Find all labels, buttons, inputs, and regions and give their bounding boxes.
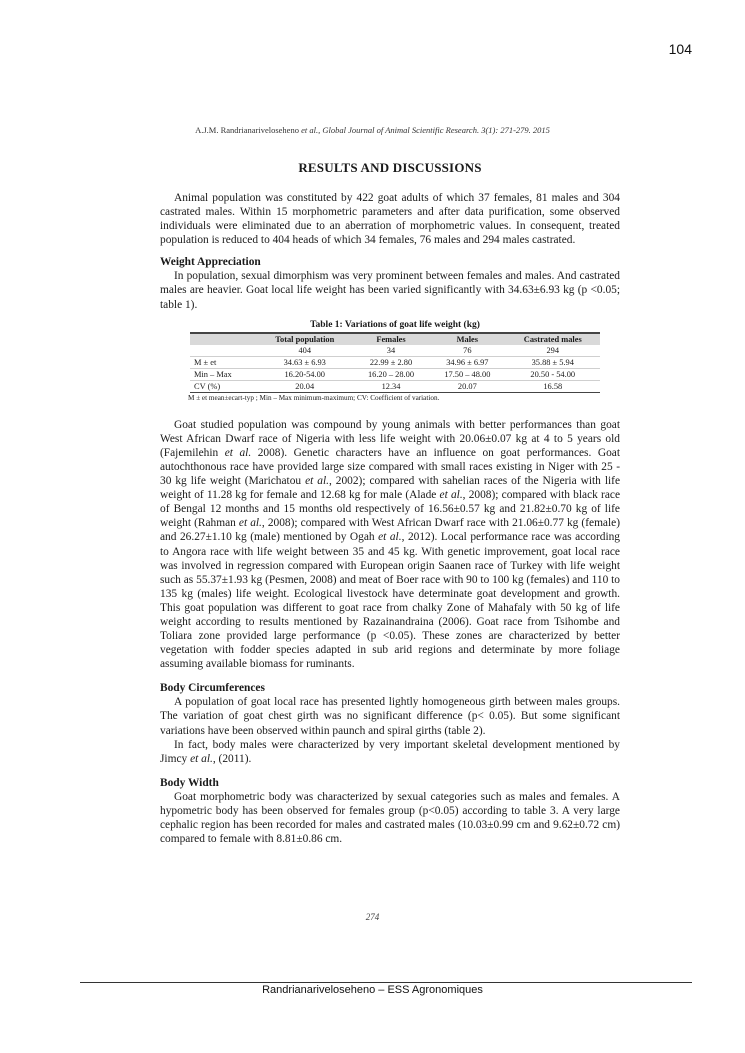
table-header-cell: Total population [257,333,353,345]
table-cell: 34 [353,345,429,357]
discussion-paragraph [160,418,620,672]
weight-paragraph: In population, sexual dimorphism was very prominent between females and males. And castrated males are heavier. Goat local life weight has been varied significantly with 34.63±6.93 kg (p <0.05; table 1). [160,270,620,311]
section-title: RESULTS AND DISCUSSIONS [298,160,482,175]
table-cell: 16.58 [506,380,600,392]
table-footnote: M ± et mean±ecart-typ ; Min – Max minimum-maximum; CV: Coefficient of variation. [188,393,440,402]
table-cell: 34.63 ± 6.93 [257,356,353,368]
page-number: 104 [668,41,692,57]
circumferences-paragraph-2 [160,738,620,766]
width-paragraph: Goat morphometric body was characterized by sexual categories such as males and females. A hypometric body has been observed for females group (p<0.05) according to table 3. A very large cephalic region has been recorded for males and castrated males (10.03±0.99 cm and 9.62±0.72 cm) compared to female with 8.81±0.86 cm. [160,790,620,846]
etal-italic: et al. [190,752,213,765]
table-cell: 12.34 [353,380,429,392]
weight-heading: Weight Appreciation [160,256,261,269]
table-cell: 34.96 ± 6.97 [429,356,505,368]
table-cell: 16.20 – 28.00 [353,368,429,380]
folio-number: 274 [365,912,380,922]
table-row [190,345,600,357]
text-span: , 2008); compared with black race of Bengal 12 months and 15 months old respectively of 16.56±0.57 kg and 21.82±0.70 kg of life weight (Rahman [160,489,621,530]
table-header-cell: Castrated males [506,333,600,345]
article-body [160,160,620,846]
table-cell: 17.50 – 48.00 [429,368,505,380]
table-header-row [190,333,600,345]
table-cell: 20.50 - 54.00 [506,368,600,380]
table-cell: 22.99 ± 2.80 [353,356,429,368]
table-cell: 294 [506,345,600,357]
text-span: 2008). Genetic characters have an influence on goat performances. Goat autochthonous race have provided large size compared with small races existing in Niger with 25 - 30 kg life weight (Marichatou [160,446,620,488]
table-cell: 76 [429,345,505,357]
table-caption: Table 1: Variations of goat life weight (kg) [310,319,480,330]
table-row [190,380,600,392]
etal-italic: et al. [439,489,463,502]
table-cell: CV (%) [190,380,257,392]
text-span: , 2008); compared with West African Dwarf race with 21.06±0.77 kg (female) and 26.27±1.10 kg (male) mentioned by Ogah [160,517,621,544]
etal-italic: et al. [378,531,402,544]
table-header-cell [190,333,257,345]
table-header-cell: Females [353,333,429,345]
intro-paragraph: Animal population was constituted by 422 goat adults of which 37 females, 81 males and 304 castrated males. Within 15 morphometric parameters and after data purification, some observed individuals were eliminated due to an aberration of morphometric values. In consequent, treated population is reduced to 404 heads of which 34 females, 76 males and 294 males castrated. [160,192,620,247]
table-cell: 404 [257,345,353,357]
circumferences-paragraph: A population of goat local race has presented lightly homogeneous girth between males groups. The variation of goat chest girth was no significant difference (p< 0.05). But some significant variations have been observed within paunch and spiral girths (table 2). [160,696,620,737]
footer-rule [80,982,692,983]
table-1 [190,320,600,402]
running-header [0,125,745,135]
table-cell: 16.20-54.00 [257,368,353,380]
page-footer: Randrianarivelosehеno – ESS Agronomiques [262,984,483,996]
header-etal: et al. [301,125,319,135]
text-span: In fact, body males were characterized by very important skeletal development mentioned by Jimcy [160,738,620,765]
table-cell: 20.04 [257,380,353,392]
header-authors: A.J.M. Randrianarivelosehеno [195,125,299,135]
weight-table [190,332,600,393]
table-row [190,368,600,380]
width-heading: Body Width [160,776,219,789]
text-span: , (2011). [212,752,252,765]
text-span: Goat studied population was compound by young animals with better performances than goat West African Dwarf race of Nigeria with less life weight with 20.06±0.07 kg at 4 to 5 years old (Fajemilehin [160,418,620,459]
text-span: , 2012). Local performance race was according to Angora race with life weight between 35 and 45 kg. With genetic improvement, goat local race was involved in regression compared with European origin Saanen race of Turkey with life weight such as 55.37±1.93 kg (Pesmen, 2008) and meat of Boer race with 90 to 100 kg (females) and 110 to 135 kg (males) life weight. Ecological livestock have determinate goat development and growth. This goat population was different to goat race from chalky Zone of Mahafaly with 50 kg of life weight according to results mentioned by Razainandraina (2006). Goat race from Tsihombe and Toliara zone provided large performance (p <0.05). These zones are characterized by better vegetation with fodder species adapted in sub arid regions and determinate by more foliage assuming available biomass for ruminants. [160,531,620,671]
table-cell: 20.07 [429,380,505,392]
table-cell: 35.88 ± 5.94 [506,356,600,368]
table-cell: M ± et [190,356,257,368]
table-row [190,356,600,368]
table-cell [190,345,257,357]
text-span: , 2002); compared with sahelian races of the Nigeria with life weight of 11.28 kg for female and 12.68 kg for male (Alade [160,475,620,502]
circumferences-heading: Body Circumferences [160,682,265,695]
etal-italic: et al. [238,517,262,530]
etal-italic: et al. [224,446,252,459]
etal-italic: et al. [305,475,329,488]
header-citation: , Global Journal of Animal Scientific Research. 3(1): 271-279. 2015 [318,125,550,135]
table-header-cell: Males [429,333,505,345]
table-cell: Min – Max [190,368,257,380]
